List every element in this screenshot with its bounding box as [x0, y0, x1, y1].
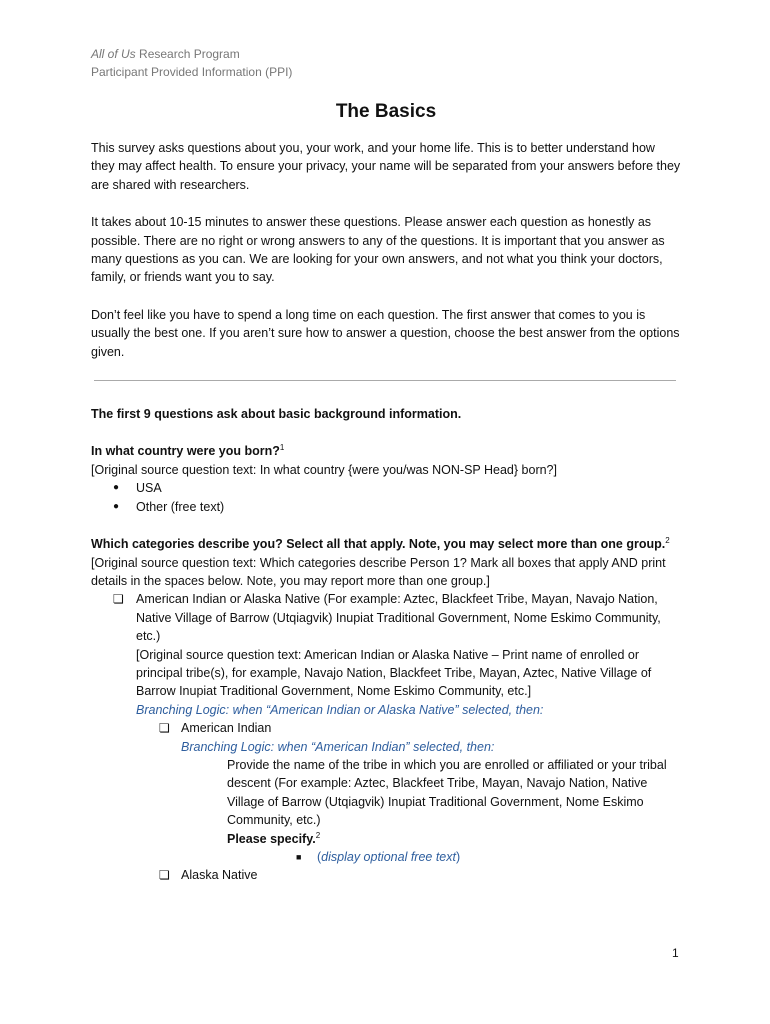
section-intro: The first 9 questions ask about basic background information. [91, 407, 462, 422]
suboption-american-indian [91, 719, 681, 737]
question-categories [91, 535, 681, 885]
ppi-subtitle: Participant Provided Information (PPI) [91, 64, 293, 79]
option-other: ● Other (free text) [91, 498, 681, 516]
option-american-indian-alaska-native [91, 590, 681, 645]
source-question-text: [Original source question text: Which categories describe Person 1? Mark all boxes that apply AND print details in the spaces below. Note, you may report more than one group.] [91, 555, 666, 588]
option-label: American Indian [181, 721, 272, 736]
option-label: American Indian or Alaska Native (For example: Aztec, Blackfeet Tribe, Mayan, Navajo Nation, Native Village of Barrow (Utqiagvik) Inupiat Traditional Government, Nome Eskimo Community, etc.) [136, 592, 661, 644]
question-text: In what country were you born? [91, 444, 280, 459]
document-page [91, 46, 681, 885]
tribe-prompt: Provide the name of the tribe in which you are enrolled or affiliated or your tribal descent (For example: Aztec, Blackfeet Tribe, Mayan, Navajo Nation, Native Village of Barrow (Utqiagvik) Inupiat Traditional Government, Nome Eskimo Community, etc.) [227, 757, 667, 828]
question-text: Which categories describe you? Select all that apply. Note, you may select more than one group. [91, 537, 666, 552]
checkbox-icon: ❏ [159, 721, 170, 736]
free-text-option [91, 848, 681, 866]
checkbox-icon: ❏ [159, 868, 170, 883]
intro-paragraph-1: This survey asks questions about you, your work, and your home life. This is to better understand how they may affect health. To ensure your privacy, your name will be separated from your answers before they are shared with researchers. [91, 141, 681, 192]
paren-open: ( [317, 850, 322, 864]
option-usa: ● USA [91, 479, 681, 497]
program-name-italic: All of Us [91, 47, 136, 61]
intro-paragraph-2: It takes about 10-15 minutes to answer these questions. Please answer each question as honestly as possible. There are no right or wrong answers to any of the questions. It is important that you answer as many questions as you can. We are looking for your own answers, and not what you think your doctors, family, or friends want you to say. [91, 215, 665, 285]
footnote-marker: 2 [665, 535, 670, 545]
suboption-alaska-native [91, 866, 681, 884]
page-number: 1 [672, 946, 679, 960]
square-bullet-icon: ■ [296, 852, 302, 862]
branching-logic: Branching Logic: when “American Indian or Alaska Native” selected, then: [136, 702, 544, 717]
please-specify: Please specify. [227, 831, 316, 846]
paren-close: ) [455, 850, 461, 864]
branching-logic: Branching Logic: when “American Indian” selected, then: [181, 739, 495, 754]
source-question-text: [Original source question text: In what country {were you/was NON-SP Head} born?] [91, 462, 557, 477]
intro-paragraph-3: Don’t feel like you have to spend a long time on each question. The first answer that comes to you is usually the best one. If you aren’t sure how to answer a question, choose the best answer from the options given. [91, 307, 680, 359]
option-label: Alaska Native [181, 868, 258, 883]
option-source-text: [Original source question text: American Indian or Alaska Native – Print name of enrolled or principal tribe(s), for example, Navajo Nation, Blackfeet Tribe, Mayan, Aztec, Native Village of Barrow Inupiat Traditional Government, Nome Eskimo Community, etc.] [136, 647, 652, 699]
footnote-marker: 2 [315, 830, 321, 840]
program-header [91, 46, 681, 64]
footnote-marker: 1 [279, 443, 285, 453]
section-divider [94, 380, 676, 381]
free-text-label: display optional free text [321, 850, 456, 864]
question-country-born [91, 442, 681, 516]
checkbox-icon: ❏ [113, 592, 124, 607]
page-title: The Basics [335, 101, 437, 122]
answer-options [91, 479, 681, 516]
program-name-rest: Research Program [135, 47, 240, 61]
